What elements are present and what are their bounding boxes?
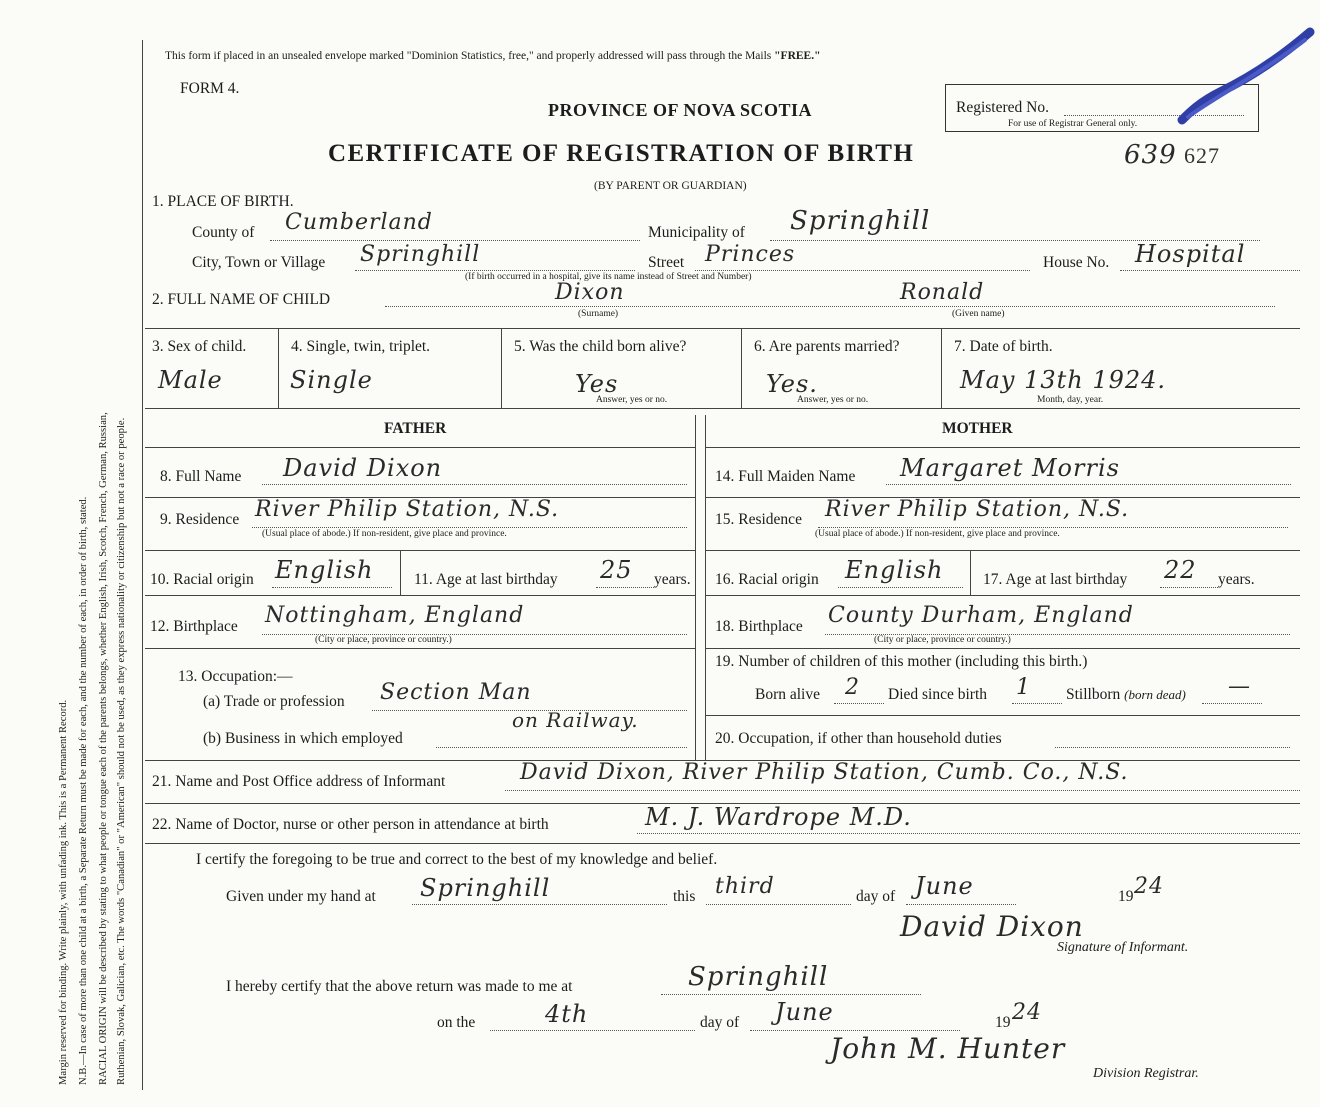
- mother-racial-label: 16. Racial origin: [715, 571, 819, 588]
- reg-number-stamped: 627: [1184, 143, 1220, 168]
- registered-label: Registered No.: [956, 99, 1049, 116]
- trade-value-cont: on Railway.: [512, 708, 639, 732]
- registrar-label: Division Registrar.: [1093, 1066, 1199, 1081]
- mother-residence-value: River Philip Station, N.S.: [825, 497, 1130, 522]
- registrar-day-of-label: day of: [700, 1014, 740, 1031]
- month-value: June: [915, 872, 974, 900]
- mother-age-value: 22: [1164, 556, 1197, 584]
- parents-married-value: Yes.: [766, 370, 818, 398]
- father-residence-note: (Usual place of abode.) If non-resident, give place and province.: [262, 529, 507, 539]
- certificate-title: CERTIFICATE OF REGISTRATION OF BIRTH: [328, 140, 915, 167]
- trade-value: Section Man: [380, 680, 532, 705]
- died-since-birth-value: 1: [1016, 675, 1031, 700]
- city-label: City, Town or Village: [192, 254, 326, 271]
- father-racial-value: English: [275, 556, 374, 584]
- surname-note: (Surname): [578, 309, 619, 319]
- mother-occupation-label: 20. Occupation, if other than household duties: [715, 730, 1002, 747]
- father-age-value: 25: [600, 556, 633, 584]
- born-alive-count-value: 2: [845, 675, 860, 700]
- mail-notice: This form if placed in an unsealed envelope marked "Dominion Statistics, free," and properly addressed will pass through the Mails "FREE.": [165, 50, 821, 62]
- dob-value: May 13th 1924.: [960, 366, 1167, 394]
- mother-years-label: years.: [1218, 571, 1255, 588]
- registrar-year: 24: [1012, 1000, 1042, 1025]
- house-no-label: House No.: [1043, 254, 1110, 271]
- given-name-note: (Given name): [952, 309, 1005, 319]
- informant-value: David Dixon, River Philip Station, Cumb. Co., N.S.: [520, 760, 1129, 785]
- street-label: Street: [648, 254, 685, 271]
- dob-note: Month, day, year.: [1037, 395, 1104, 405]
- parents-married-label: 6. Are parents married?: [754, 338, 900, 355]
- born-alive-count-label: Born alive: [755, 686, 820, 703]
- children-count-label: 19. Number of children of this mother (including this birth.): [715, 653, 1088, 670]
- dob-label: 7. Date of birth.: [954, 338, 1053, 355]
- city-value: Springhill: [360, 242, 481, 267]
- born-alive-note: Answer, yes or no.: [596, 395, 668, 405]
- mother-age-label: 17. Age at last birthday: [983, 571, 1128, 588]
- registrar-signature: John M. Hunter: [830, 1032, 1066, 1065]
- house-no-value: Hospital: [1135, 240, 1246, 268]
- business-label: (b) Business in which employed: [203, 730, 403, 747]
- father-residence-value: River Philip Station, N.S.: [255, 497, 560, 522]
- place-of-birth-label: 1. PLACE OF BIRTH.: [152, 193, 294, 210]
- day-value: third: [715, 874, 775, 899]
- registrar-month: June: [775, 998, 834, 1026]
- sex-value: Male: [158, 366, 223, 394]
- father-occupation-label: 13. Occupation:—: [178, 668, 293, 685]
- father-birthplace-note: (City or place, province or country.): [315, 635, 452, 645]
- child-name-label: 2. FULL NAME OF CHILD: [152, 291, 331, 308]
- county-value: Cumberland: [285, 210, 433, 235]
- margin-note-racial-origin: RACIAL ORIGIN will be described by stating to what people or tongue each of the parents belongs, whether English, Irish, Scotch, French, German, Russian,: [98, 412, 109, 1085]
- registrar-day: 4th: [545, 1000, 589, 1028]
- father-age-label: 11. Age at last birthday: [414, 571, 558, 588]
- child-given-name: Ronald: [900, 280, 985, 305]
- born-alive-value: Yes: [575, 370, 619, 398]
- parents-married-note: Answer, yes or no.: [797, 395, 869, 405]
- mother-birthplace-label: 18. Birthplace: [715, 618, 803, 635]
- form-number: FORM 4.: [180, 80, 240, 97]
- hospital-note: (If birth occurred in a hospital, give its name instead of Street and Number): [465, 272, 752, 282]
- stillborn-label: Stillborn (born dead): [1066, 686, 1186, 703]
- child-surname: Dixon: [555, 280, 625, 305]
- municipality-value: Springhill: [790, 206, 931, 236]
- mother-birthplace-value: County Durham, England: [828, 603, 1134, 628]
- street-value: Princes: [705, 242, 796, 267]
- given-at-label: Given under my hand at: [226, 888, 376, 905]
- father-heading: FATHER: [384, 420, 447, 437]
- reg-number-handwritten: 639: [1124, 140, 1177, 170]
- county-label: County of: [192, 224, 255, 241]
- year-prefix: 19: [1118, 888, 1134, 905]
- father-birthplace-label: 12. Birthplace: [150, 618, 238, 635]
- blue-check-mark: [1170, 22, 1320, 132]
- registrar-year-prefix: 19: [995, 1014, 1011, 1031]
- trade-label: (a) Trade or profession: [203, 693, 345, 710]
- died-since-birth-label: Died since birth: [888, 686, 988, 703]
- sex-label: 3. Sex of child.: [152, 338, 247, 355]
- registrar-certify-statement: I hereby certify that the above return was made to me at: [226, 978, 573, 995]
- doctor-label: 22. Name of Doctor, nurse or other person in attendance at birth: [152, 816, 549, 833]
- certificate-subtitle: (BY PARENT OR GUARDIAN): [594, 180, 747, 192]
- this-label: this: [673, 888, 696, 905]
- father-residence-label: 9. Residence: [160, 511, 240, 528]
- father-name-label: 8. Full Name: [160, 468, 242, 485]
- day-of-label: day of: [856, 888, 896, 905]
- stillborn-value: —: [1228, 674, 1251, 699]
- margin-note-racial-origin-cont: Ruthenian, Slovak, Galician, etc. The words "Canadian" or "American" should not be used, as they express nationality or citizenship but not a race or people.: [116, 417, 127, 1085]
- father-name-value: David Dixon: [283, 454, 443, 482]
- doctor-value: M. J. Wardrope M.D.: [645, 803, 912, 831]
- left-border: [142, 40, 143, 1090]
- mother-name-value: Margaret Morris: [900, 454, 1120, 482]
- mother-residence-note: (Usual place of abode.) If non-resident, give place and province.: [815, 529, 1060, 539]
- plurality-label: 4. Single, twin, triplet.: [291, 338, 431, 355]
- informant-signature-label: Signature of Informant.: [1057, 940, 1189, 955]
- margin-note-binding: Margin reserved for binding. Write plainly, with unfading ink. This is a Permanent Record.: [58, 699, 69, 1085]
- mother-racial-value: English: [845, 556, 944, 584]
- born-alive-label: 5. Was the child born alive?: [514, 338, 687, 355]
- province-heading: PROVINCE OF NOVA SCOTIA: [548, 100, 813, 120]
- margin-note-multiple-births: N.B.—In case of more than one child at a birth, a Separate Return must be made for each, and the number of each, in order of birth, stated.: [78, 496, 89, 1085]
- father-years-label: years.: [654, 571, 691, 588]
- registered-note: For use of Registrar General only.: [1008, 119, 1138, 129]
- informant-label: 21. Name and Post Office address of Informant: [152, 773, 446, 790]
- given-at-place: Springhill: [420, 874, 551, 902]
- mother-heading: MOTHER: [942, 420, 1013, 437]
- on-the-label: on the: [437, 1014, 476, 1031]
- father-birthplace-value: Nottingham, England: [265, 603, 525, 628]
- mother-birthplace-note: (City or place, province or country.): [874, 635, 1011, 645]
- municipality-label: Municipality of: [648, 224, 745, 241]
- plurality-value: Single: [290, 366, 373, 394]
- mother-residence-label: 15. Residence: [715, 511, 802, 528]
- informant-signature: David Dixon: [900, 910, 1084, 943]
- registrar-place: Springhill: [688, 962, 829, 992]
- year-value: 24: [1134, 874, 1164, 899]
- father-racial-label: 10. Racial origin: [150, 571, 254, 588]
- mother-name-label: 14. Full Maiden Name: [715, 468, 856, 485]
- certify-statement: I certify the foregoing to be true and correct to the best of my knowledge and belief.: [196, 851, 718, 868]
